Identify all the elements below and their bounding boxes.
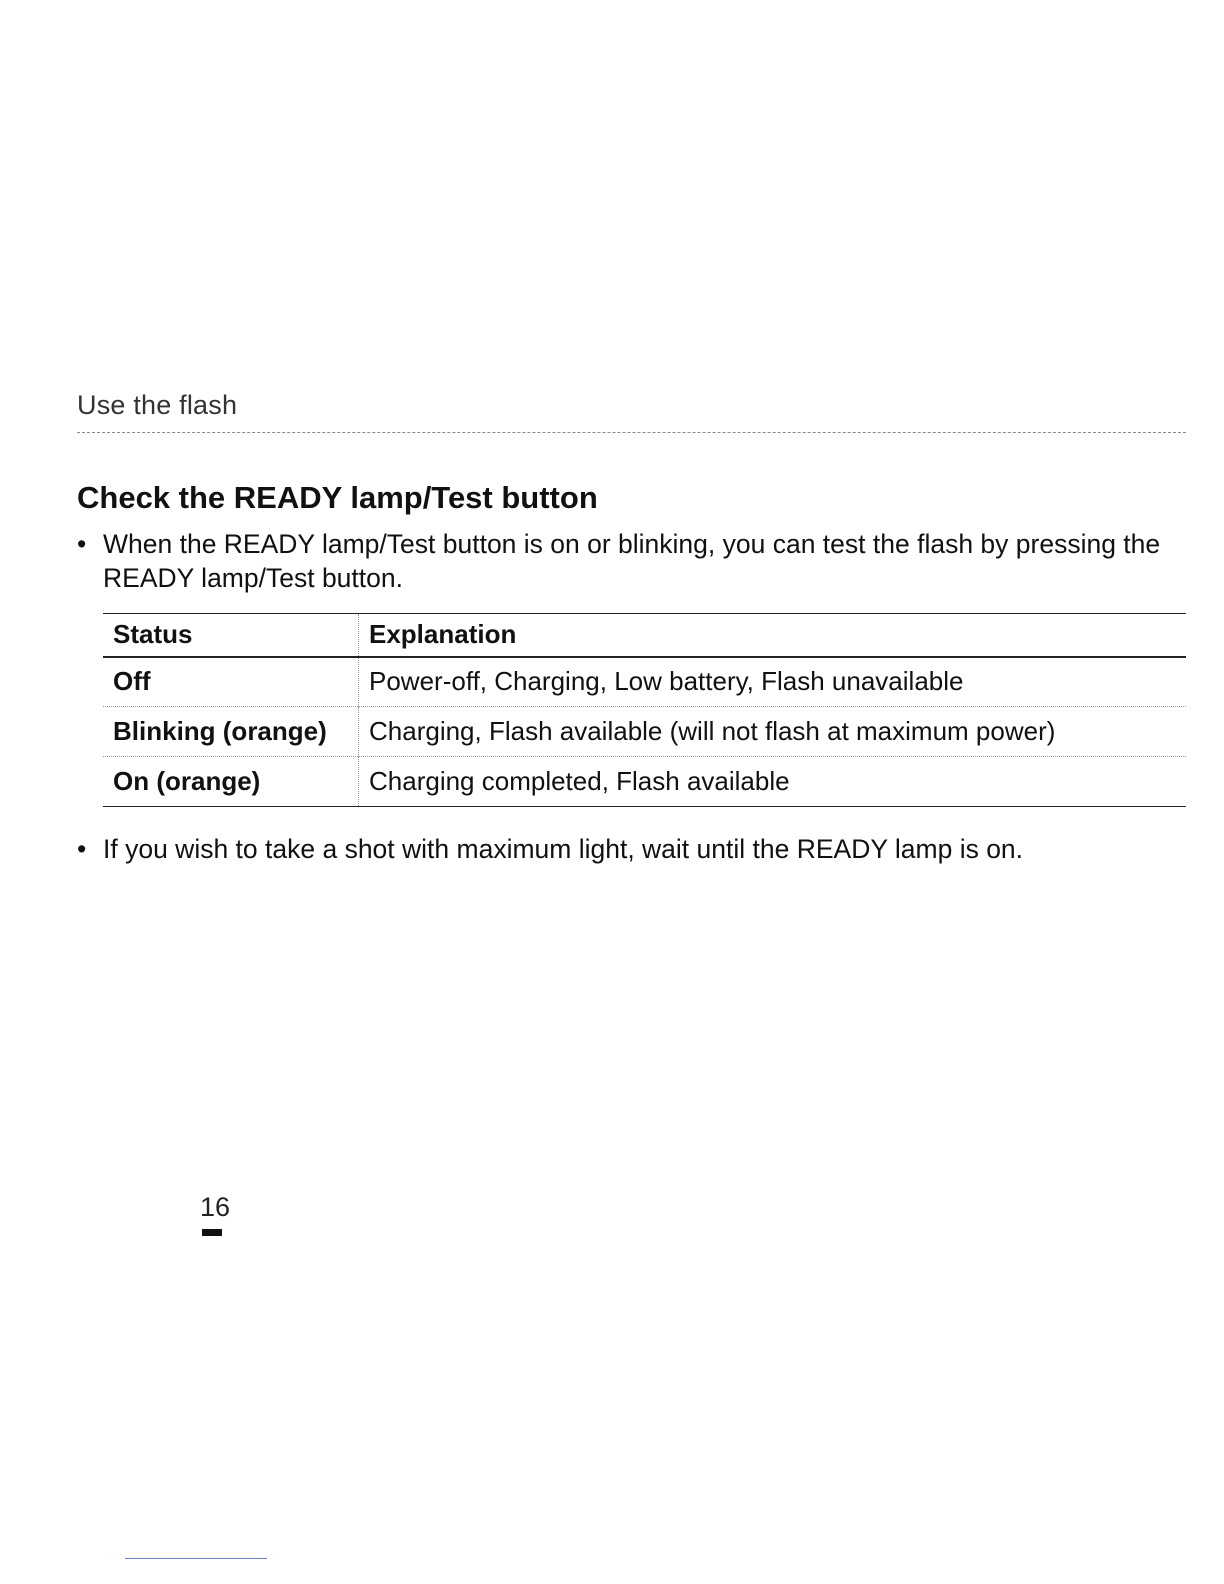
status-cell: Off xyxy=(103,657,359,707)
table-row xyxy=(103,757,1186,807)
bullet-text: If you wish to take a shot with maximum light, wait until the READY lamp is on. xyxy=(103,834,1024,864)
section-title: Use the flash xyxy=(77,390,238,420)
status-cell: Blinking (orange) xyxy=(103,707,359,757)
table-header-row xyxy=(103,614,1186,657)
bullet-icon: • xyxy=(77,529,87,559)
page-marker xyxy=(202,1229,222,1236)
bullet-item xyxy=(77,527,1186,595)
column-header-explanation: Explanation xyxy=(359,614,1187,657)
bullet-item xyxy=(77,832,1186,866)
column-header-status: Status xyxy=(103,614,359,657)
page-heading: Check the READY lamp/Test button xyxy=(77,480,598,515)
section-header xyxy=(77,388,1186,433)
status-cell: On (orange) xyxy=(103,757,359,807)
explanation-cell: Charging completed, Flash available xyxy=(359,757,1187,807)
table-row xyxy=(103,657,1186,707)
bullet-text: When the READY lamp/Test button is on or blinking, you can test the flash by pressing the READY lamp/Test button. xyxy=(103,529,1161,593)
divider xyxy=(125,1558,267,1559)
explanation-cell: Power-off, Charging, Low battery, Flash unavailable xyxy=(369,666,964,697)
table-row xyxy=(103,707,1186,757)
page-number: 16 xyxy=(199,1192,231,1222)
explanation-cell: Charging, Flash available (will not flash at maximum power) xyxy=(359,707,1187,757)
bullet-icon: • xyxy=(77,834,87,864)
status-table xyxy=(103,613,1186,807)
